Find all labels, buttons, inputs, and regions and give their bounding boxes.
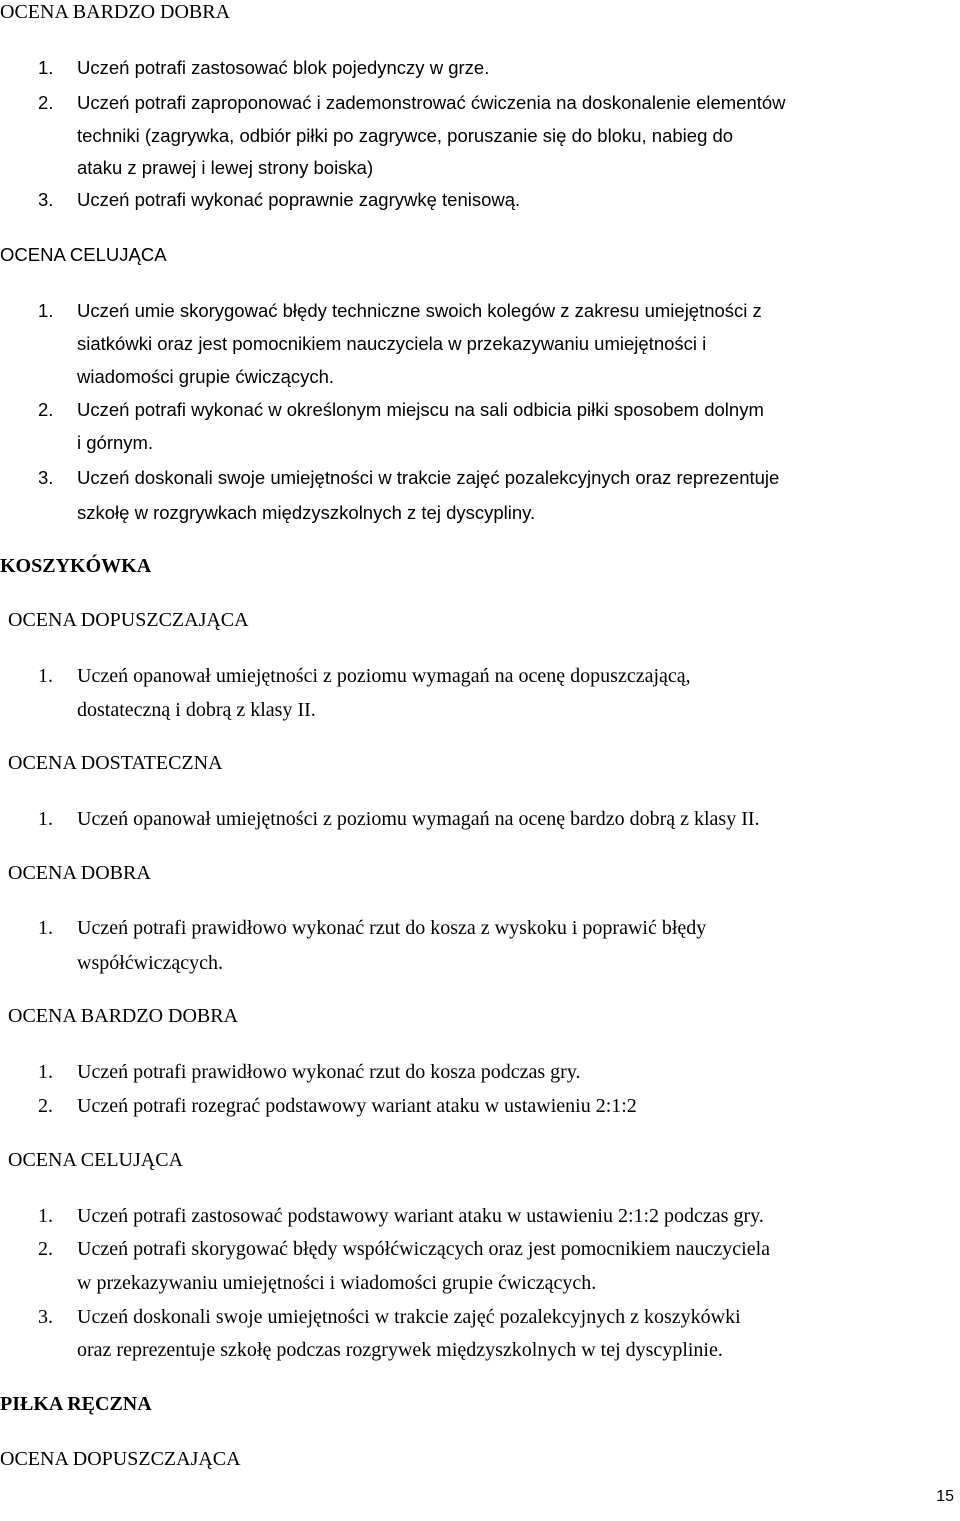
- list-text-continuation: szkołę w rozgrywkach międzyszkolnych z tej dyscypliny.: [77, 502, 536, 523]
- list-text-continuation: oraz reprezentuje szkołę podczas rozgrywek międzyszkolnych w tej dyscyplinie.: [77, 1339, 723, 1361]
- section-heading: OCENA DOSTATECZNA: [8, 752, 223, 774]
- list-text-continuation: siatkówki oraz jest pomocnikiem nauczyciela w przekazywaniu umiejętności i: [77, 333, 707, 354]
- discipline-heading: PIŁKA RĘCZNA: [0, 1393, 152, 1415]
- section-heading: OCENA DOBRA: [8, 862, 151, 884]
- section-heading: OCENA BARDZO DOBRA: [0, 1, 231, 23]
- list-text: Uczeń opanował umiejętności z poziomu wymagań na ocenę bardzo dobrą z klasy II.: [77, 808, 760, 830]
- list-text-continuation: w przekazywaniu umiejętności i wiadomości grupie ćwiczących.: [77, 1272, 597, 1294]
- list-text: Uczeń potrafi zastosować blok pojedynczy w grze.: [77, 57, 490, 78]
- list-number: 3.: [38, 467, 54, 488]
- list-text: Uczeń potrafi prawidłowo wykonać rzut do kosza z wyskoku i poprawić błędy: [77, 917, 707, 939]
- section-heading: OCENA CELUJĄCA: [0, 244, 167, 265]
- list-number: 1.: [38, 300, 54, 321]
- list-text: Uczeń potrafi zaproponować i zademonstrować ćwiczenia na doskonalenie elementów: [77, 92, 786, 113]
- list-number: 1.: [38, 1205, 53, 1227]
- list-text-continuation: wiadomości grupie ćwiczących.: [77, 366, 335, 387]
- list-text: Uczeń potrafi wykonać poprawnie zagrywkę tenisową.: [77, 189, 521, 210]
- list-number: 2.: [38, 92, 54, 113]
- list-number: 2.: [38, 399, 54, 420]
- list-number: 1.: [38, 57, 54, 78]
- list-number: 3.: [38, 189, 54, 210]
- list-text: Uczeń potrafi zastosować podstawowy wariant ataku w ustawieniu 2:1:2 podczas gry.: [77, 1205, 764, 1227]
- list-text: Uczeń doskonali swoje umiejętności w trakcie zajęć pozalekcyjnych oraz reprezentuje: [77, 467, 780, 488]
- list-number: 1.: [38, 1061, 53, 1083]
- list-number: 1.: [38, 917, 53, 939]
- list-text-continuation: dostateczną i dobrą z klasy II.: [77, 699, 316, 721]
- list-text-continuation: współćwiczących.: [77, 952, 224, 974]
- section-heading: OCENA DOPUSZCZAJĄCA: [0, 1448, 241, 1470]
- list-text: Uczeń doskonali swoje umiejętności w trakcie zajęć pozalekcyjnych z koszykówki: [77, 1306, 741, 1328]
- list-text-continuation: ataku z prawej i lewej strony boiska): [77, 157, 374, 178]
- list-text: Uczeń potrafi prawidłowo wykonać rzut do kosza podczas gry.: [77, 1061, 581, 1083]
- list-text: Uczeń opanował umiejętności z poziomu wymagań na ocenę dopuszczającą,: [77, 665, 691, 687]
- list-text: Uczeń potrafi skorygować błędy współćwiczących oraz jest pomocnikiem nauczyciela: [77, 1238, 771, 1260]
- discipline-heading: KOSZYKÓWKA: [0, 555, 152, 577]
- section-heading: OCENA BARDZO DOBRA: [8, 1005, 239, 1027]
- list-text: Uczeń potrafi wykonać w określonym miejscu na sali odbicia piłki sposobem dolnym: [77, 399, 764, 420]
- list-text: Uczeń potrafi rozegrać podstawowy wariant ataku w ustawieniu 2:1:2: [77, 1095, 637, 1117]
- list-number: 1.: [38, 808, 53, 830]
- list-text-continuation: techniki (zagrywka, odbiór piłki po zagrywce, poruszanie się do bloku, nabieg do: [77, 125, 734, 146]
- page-number: 15: [936, 1488, 954, 1505]
- list-number: 2.: [38, 1095, 53, 1117]
- list-number: 1.: [38, 665, 53, 687]
- list-number: 2.: [38, 1238, 53, 1260]
- list-text: Uczeń umie skorygować błędy techniczne swoich kolegów z zakresu umiejętności z: [77, 300, 762, 321]
- section-heading: OCENA DOPUSZCZAJĄCA: [8, 609, 249, 631]
- section-heading: OCENA CELUJĄCA: [8, 1149, 184, 1171]
- list-number: 3.: [38, 1306, 53, 1328]
- list-text-continuation: i górnym.: [77, 432, 154, 453]
